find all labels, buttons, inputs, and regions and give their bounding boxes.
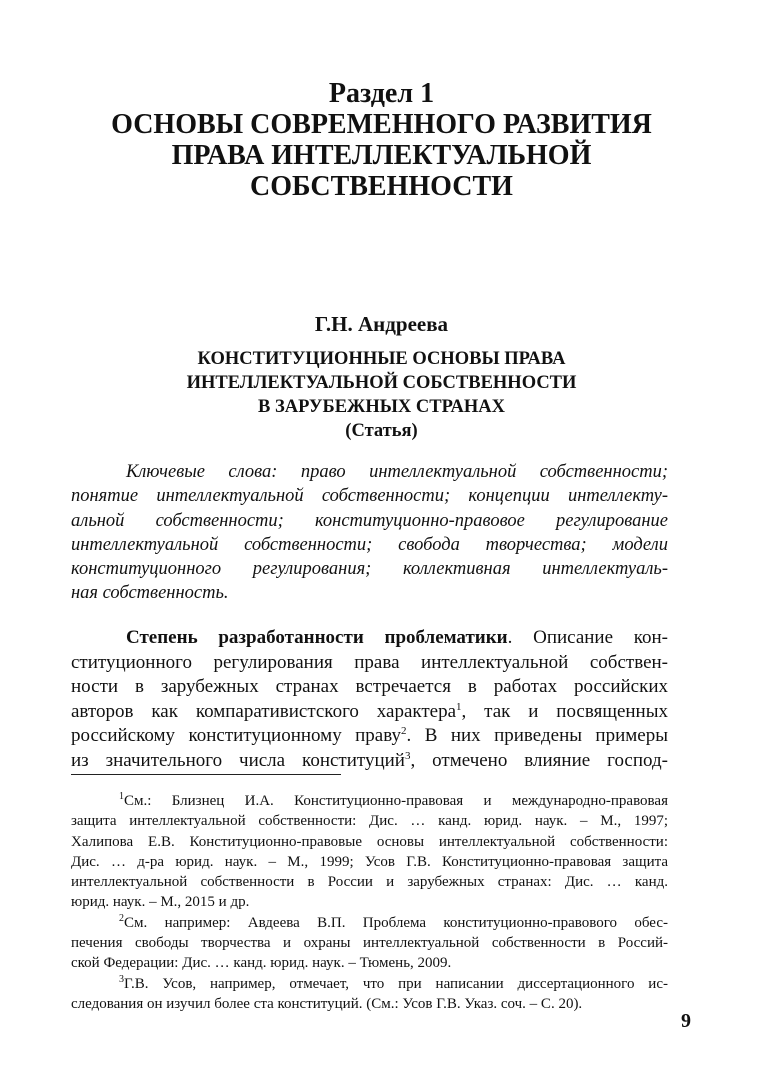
footnote-line: $^2$См. например: Авдеева В.П. Проблема конституционно-правового обес- xyxy=(119,912,668,931)
footnote-ref[interactable]: 1 xyxy=(456,700,462,713)
footnote-line: юрид. наук. – М., 2015 и др. xyxy=(71,894,250,911)
body-line: Степень разработанности проблематики. Описание кон- xyxy=(126,627,668,648)
footnote-ref[interactable]: 3 xyxy=(404,749,411,762)
footnote-ref[interactable]: 2 xyxy=(401,725,407,737)
keywords-line: альной собственности; конституционно-правовое регулирование xyxy=(71,510,668,531)
body-paragraph xyxy=(71,626,668,773)
body-line: ности в зарубежных странах встречается в работах российских xyxy=(71,676,668,697)
keywords-line: ная собственность. xyxy=(71,583,229,604)
footnote-separator xyxy=(71,774,341,775)
footnote-mark: 2 xyxy=(119,912,124,924)
footnote-line: Халипова Е.В. Конституционно-правовые основы интеллектуальной собственности: xyxy=(71,833,668,850)
footnote-line: следования он изучил более ста конституций. (См.: Усов Г.В. Указ. соч. – С. 20). xyxy=(71,995,583,1012)
footnote-line: защита интеллектуальной собственности: Дис. … канд. юрид. наук. – М., 1997; xyxy=(71,813,668,830)
keywords-paragraph xyxy=(71,460,668,606)
article-title-line: В ЗАРУБЕЖНЫХ СТРАНАХ xyxy=(257,397,505,417)
section-title-line: ПРАВА ИНТЕЛЛЕКТУАЛЬНОЙ xyxy=(171,140,592,171)
footnote-line: $^3$Г.В. Усов, например, отмечает, что при написании диссертационного ис- xyxy=(119,973,668,992)
body-line: ституционного регулирования права интеллектуальной собствен- xyxy=(71,651,668,673)
body-line: авторов как компаративистского характера$^1$, так и посвященных xyxy=(71,700,668,722)
keywords-line: Ключевые слова: право интеллектуальной собственности; xyxy=(126,462,668,482)
footnote-line: печения свободы творчества и охраны интеллектуальной собственности в Россий- xyxy=(71,935,668,952)
footnote-mark: 1 xyxy=(119,791,124,802)
section-label: Раздел 1 xyxy=(328,78,435,109)
article-title xyxy=(60,347,703,443)
article-title-line: КОНСТИТУЦИОННЫЕ ОСНОВЫ ПРАВА xyxy=(197,349,566,369)
page-number: 9 xyxy=(681,1010,691,1032)
keywords-line: конституционного регулирования; коллективная интеллектуаль- xyxy=(71,559,668,580)
body-line: из значительного числа конституций$^3$, отмечено влияние господ- xyxy=(71,749,668,771)
body-line: российскому конституционному праву$^2$. В них приведены примеры xyxy=(71,725,668,746)
section-title-line: СОБСТВЕННОСТИ xyxy=(250,171,513,202)
footnote-line: ской Федерации: Дис. … канд. юрид. наук. – Тюмень, 2009. xyxy=(71,955,452,972)
footnote-line: $^1$См.: Близнец И.А. Конституционно-правовая и международно-правовая xyxy=(119,791,668,809)
keywords-line: понятие интеллектуальной собственности; концепции интеллекту- xyxy=(71,486,668,507)
footnote-line: Дис. … д-ра юрид. наук. – М., 1999; Усов Г.В. Конституционно-правовая защита xyxy=(71,853,668,870)
article-author: Г.Н. Андреева xyxy=(314,312,449,336)
footnotes xyxy=(71,791,668,1014)
footnote-line: интеллектуальной собственности в России и зарубежных странах: Дис. … канд. xyxy=(71,874,668,891)
section-title-line: ОСНОВЫ СОВРЕМЕННОГО РАЗВИТИЯ xyxy=(111,109,652,140)
keywords-line: интеллектуальной собственности; свобода творчества; модели xyxy=(71,534,668,555)
footnote-mark: 3 xyxy=(119,973,124,985)
article-genre: (Статья) xyxy=(345,421,418,441)
section-heading xyxy=(60,78,703,202)
article-title-line: ИНТЕЛЛЕКТУАЛЬНОЙ СОБСТВЕННОСТИ xyxy=(186,373,577,393)
lead-heading: Степень разработанности проблематики xyxy=(126,627,508,648)
